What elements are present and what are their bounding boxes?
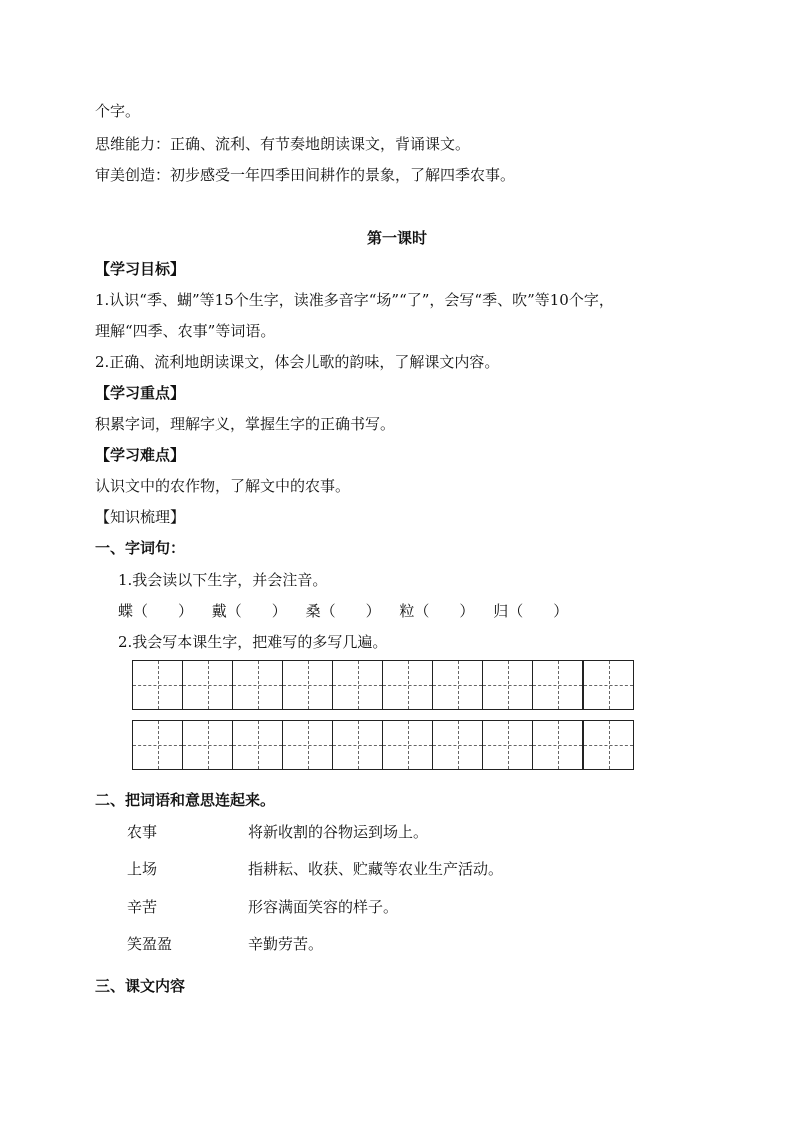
writing-cell[interactable] (383, 661, 433, 709)
knowledge-heading: 【知识梳理】 (95, 508, 186, 526)
writing-grid-2[interactable] (132, 720, 634, 770)
section1-heading: 一、字词句： (95, 539, 186, 557)
writing-cell[interactable] (333, 721, 383, 769)
writing-cell[interactable] (333, 661, 383, 709)
difficulties-heading: 【学习难点】 (95, 446, 186, 464)
key-points-heading: 【学习重点】 (95, 384, 186, 402)
thinking-ability-text: 思维能力：正确、流利、有节奏地朗读课文，背诵课文。 (95, 135, 471, 153)
section1-task2: 2.我会写本课生字，把难写的多写几遍。 (118, 633, 388, 651)
section2-heading: 二、把词语和意思连起来。 (95, 791, 276, 809)
pinyin-char-item: 戴（ ） (211, 602, 287, 620)
section1-task1: 1.我会读以下生字，并会注音。 (118, 571, 328, 589)
writing-cell[interactable] (133, 721, 183, 769)
writing-cell[interactable] (133, 661, 183, 709)
writing-cell[interactable] (433, 721, 483, 769)
writing-cell[interactable] (383, 721, 433, 769)
writing-cell[interactable] (584, 661, 633, 709)
writing-cell[interactable] (533, 661, 584, 709)
intro-continuation: 个字。 (95, 102, 141, 120)
writing-cell[interactable] (233, 721, 283, 769)
pinyin-char-item: 粒（ ） (399, 602, 475, 620)
goal-item-1-line-1: 1.认识“季、蝴”等15个生字，读准多音字“场”“了”，会写“季、吹”等10个字， (95, 291, 614, 309)
writing-cell[interactable] (584, 721, 633, 769)
match-term[interactable]: 上场 (127, 860, 158, 878)
writing-cell[interactable] (283, 661, 333, 709)
match-term[interactable]: 笑盈盈 (127, 935, 173, 953)
key-points-text: 积累字词，理解字义，掌握生字的正确书写。 (95, 415, 396, 433)
lesson-title: 第一课时 (366, 229, 427, 247)
goals-heading: 【学习目标】 (95, 260, 186, 278)
goal-item-1-line-2: 理解“四季、农事”等词语。 (95, 322, 276, 340)
pinyin-char-item: 桑（ ） (305, 602, 381, 620)
match-meaning[interactable]: 形容满面笑容的样子。 (248, 898, 399, 916)
writing-cell[interactable] (433, 661, 483, 709)
match-meaning[interactable]: 辛勤劳苦。 (248, 935, 324, 953)
pinyin-char-row (118, 601, 582, 621)
pinyin-char-item: 蝶（ ） (118, 602, 194, 620)
aesthetic-creation-text: 审美创造：初步感受一年四季田间耕作的景象，了解四季农事。 (95, 166, 516, 184)
match-meaning[interactable]: 将新收割的谷物运到场上。 (248, 823, 429, 841)
writing-cell[interactable] (183, 721, 233, 769)
match-term[interactable]: 农事 (127, 823, 158, 841)
goal-item-2: 2.正确、流利地朗读课文，体会儿歌的韵味，了解课文内容。 (95, 353, 500, 371)
section3-heading: 三、课文内容 (95, 977, 186, 995)
writing-cell[interactable] (533, 721, 584, 769)
writing-cell[interactable] (233, 661, 283, 709)
match-term[interactable]: 辛苦 (127, 898, 158, 916)
writing-cell[interactable] (483, 721, 533, 769)
difficulties-text: 认识文中的农作物，了解文中的农事。 (95, 477, 351, 495)
writing-cell[interactable] (183, 661, 233, 709)
pinyin-char-item: 归（ ） (493, 602, 569, 620)
writing-grid-1[interactable] (132, 660, 634, 710)
writing-cell[interactable] (483, 661, 533, 709)
match-meaning[interactable]: 指耕耘、收获、贮藏等农业生产活动。 (248, 860, 504, 878)
writing-cell[interactable] (283, 721, 333, 769)
